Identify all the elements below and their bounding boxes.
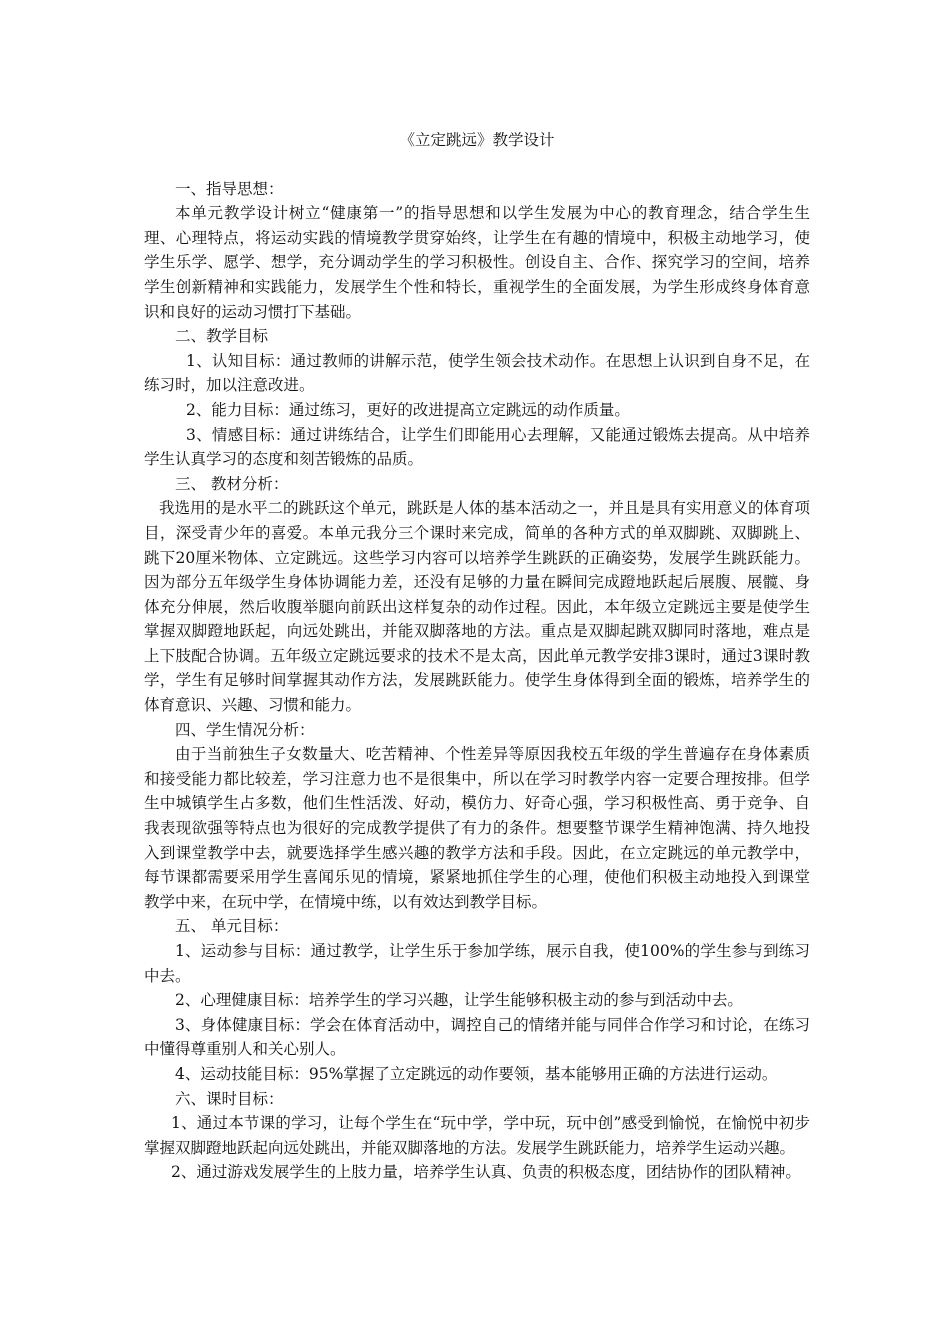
section-heading-material-analysis: 三、 教材分析： xyxy=(175,474,289,493)
section-heading-lesson-goals: 六、课时目标： xyxy=(175,1089,284,1108)
section-heading-guiding-ideology: 一、指导思想： xyxy=(175,179,284,198)
document-page xyxy=(144,128,810,1185)
section-heading-unit-goals: 五、 单元目标： xyxy=(175,917,289,936)
paragraph-lesson-goal-1: 1、通过本节课的学习，让每个学生在“玩中学，学中玩，玩中创”感受到愉悦，在愉悦中初步掌握双脚蹬地跃起向远处跳出，并能双脚落地的方法。发展学生跳跃能力，培养学生运动兴趣。 xyxy=(144,1114,810,1157)
paragraph-emotional-goal: 3、情感目标：通过讲练结合，让学生们即能用心去理解，又能通过锻炼去提高。从中培养学生认真学习的态度和刻苦锻炼的品质。 xyxy=(144,425,810,469)
paragraph-guiding-ideology: 本单元教学设计树立“健康第一”的指导思想和以学生发展为中心的教育理念，结合学生生理、心理特点，将运动实践的情境教学贯穿始终，让学生在有趣的情境中，积极主动地学习，使学生乐学、愿学、想学，充分调动学生的学习积极性。创设自主、合作、探究学习的空间，培养学生创新精神和实践能力，发展学生个性和特长，重视学生的全面发展，为学生形成终身体育意识和良好的运动习惯打下基础。 xyxy=(144,204,810,321)
paragraph-mental-health-goal: 2、心理健康目标：培养学生的学习兴趣，让学生能够积极主动的参与到活动中去。 xyxy=(175,991,743,1010)
paragraph-lesson-goal-2: 2、通过游戏发展学生的上肢力量，培养学生认真、负责的积极态度，团结协作的团队精神。 xyxy=(171,1163,801,1182)
paragraph-motor-skill-goal: 4、运动技能目标：95%掌握了立定跳远的动作要领，基本能够用正确的方法进行运动。 xyxy=(175,1064,778,1083)
paragraph-ability-goal: 2、能力目标：通过练习，更好的改进提高立定跳远的动作质量。 xyxy=(186,400,630,419)
paragraph-cognitive-goal: 1、认知目标：通过教师的讲解示范，使学生领会技术动作。在思想上认识到自身不足，在练习时，加以注意改进。 xyxy=(144,351,810,395)
paragraph-material-analysis: 我选用的是水平二的跳跃这个单元，跳跃是人体的基本活动之一，并且是具有实用意义的体育项目，深受青少年的喜爱。本单元我分三个课时来完成，简单的各种方式的单双脚跳、双脚跳上、跳下20厘米物体、立定跳远。这些学习内容可以培养学生跳跃的正确姿势，发展学生跳跃能力。因为部分五年级学生身体协调能力差，还没有足够的力量在瞬间完成蹬地跃起后展腹、展髋、身体充分伸展，然后收腹举腿向前跃出这样复杂的动作过程。因此，本年级立定跳远主要是使学生掌握双脚蹬地跃起，向远处跳出，并能双脚落地的方法。重点是双脚起跳双脚同时落地，难点是上下肢配合协调。五年级立定跳远要求的技术不是太高，因此单元教学安排3课时，通过3课时教学，学生有足够时间掌握其动作方法，发展跳跃能力。使学生身体得到全面的锻炼，培养学生的体育意识、兴趣、习惯和能力。 xyxy=(144,499,811,715)
document-title: 《立定跳远》教学设计 xyxy=(399,131,555,149)
paragraph-physical-health-goal: 3、身体健康目标：学会在体育活动中，调控自己的情绪并能与同伴合作学习和讨论，在练习中懂得尊重别人和关心别人。 xyxy=(144,1015,810,1059)
section-heading-teaching-goals: 二、教学目标 xyxy=(175,327,269,346)
paragraph-participation-goal: 1、运动参与目标：通过教学，让学生乐于参加学练，展示自我，使100%的学生参与到练习中去。 xyxy=(144,942,810,985)
section-heading-student-analysis: 四、学生情况分析： xyxy=(175,720,315,739)
paragraph-student-analysis: 由于当前独生子女数量大、吃苦精神、个性差异等原因我校五年级的学生普遍存在身体素质和接受能力都比较差，学习注意力也不是很集中，所以在学习时教学内容一定要合理按排。但学生中城镇学生占多数，他们生性活泼、好动，模仿力、好奇心强，学习积极性高、勇于竞争、自我表现欲强等特点也为很好的完成教学提供了有力的条件。想要整节课学生精神饱满、持久地投入到课堂教学中去，就要选择学生感兴趣的教学方法和手段。因此，在立定跳远的单元教学中，每节课都需要采用学生喜闻乐见的情境，紧紧地抓住学生的心理，使他们积极主动地投入到课堂教学中来，在玩中学，在情境中练，以有效达到教学目标。 xyxy=(144,745,810,911)
